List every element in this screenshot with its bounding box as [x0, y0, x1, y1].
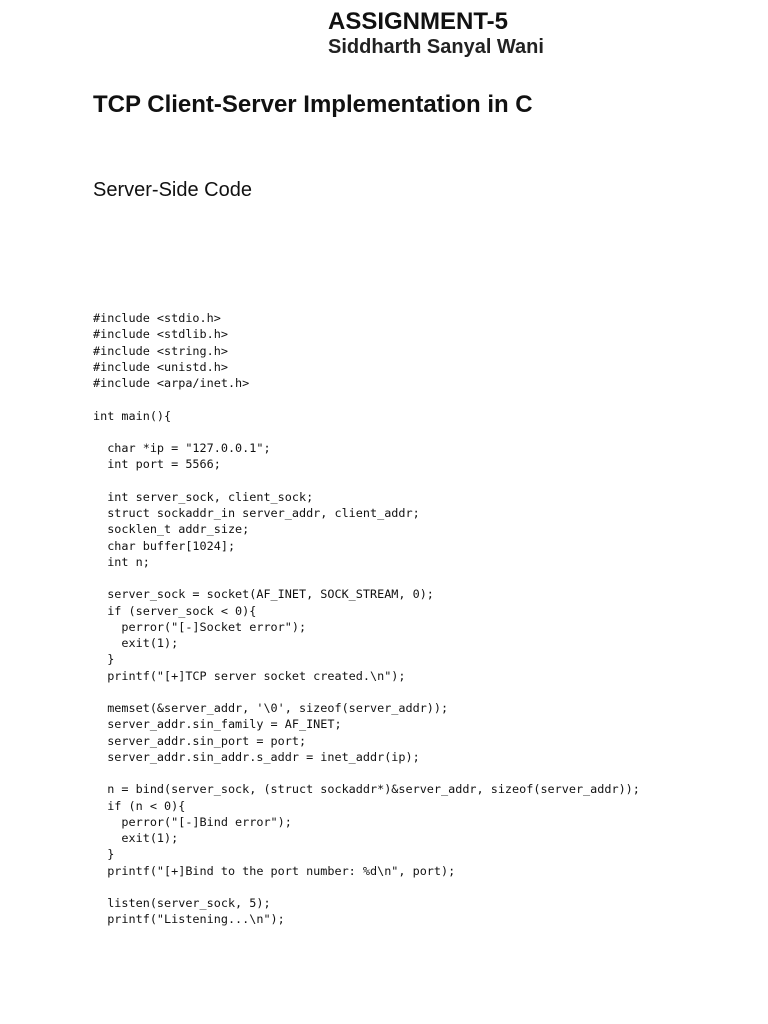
document-title: TCP Client-Server Implementation in C — [93, 91, 533, 118]
code-block: #include <stdio.h> #include <stdlib.h> #include <string.h> #include <unistd.h> #include <arpa/inet.h> int main(){ char *ip = "127.0.0.1"; int port = 5566; int server_sock, client_sock; struct sockaddr_in server_addr, client_addr; socklen_t addr_size; char buffer[1024]; int n; server_sock = socket(AF_INET, SOCK_STREAM, 0); if (server_sock < 0){ perror("[-]Socket error"); exit(1); } printf("[+]TCP server socket created.\n"); memset(&server_addr, '\0', sizeof(server_addr)); server_addr.sin_family = AF_INET; server_addr.sin_port = port; server_addr.sin_addr.s_addr = inet_addr(ip); n = bind(server_sock, (struct sockaddr*)&server_addr, sizeof(server_addr)); if (n < 0){ perror("[-]Bind error"); exit(1); } printf("[+]Bind to the port number: %d\n", port); listen(server_sock, 5); printf("Listening...\n"); — [93, 311, 640, 927]
section-heading: Server-Side Code — [93, 179, 252, 201]
assignment-subtitle-cut: Siddharth Sanyal Wani — [328, 36, 544, 58]
assignment-header — [328, 6, 628, 58]
assignment-title: ASSIGNMENT-5 — [328, 8, 509, 35]
